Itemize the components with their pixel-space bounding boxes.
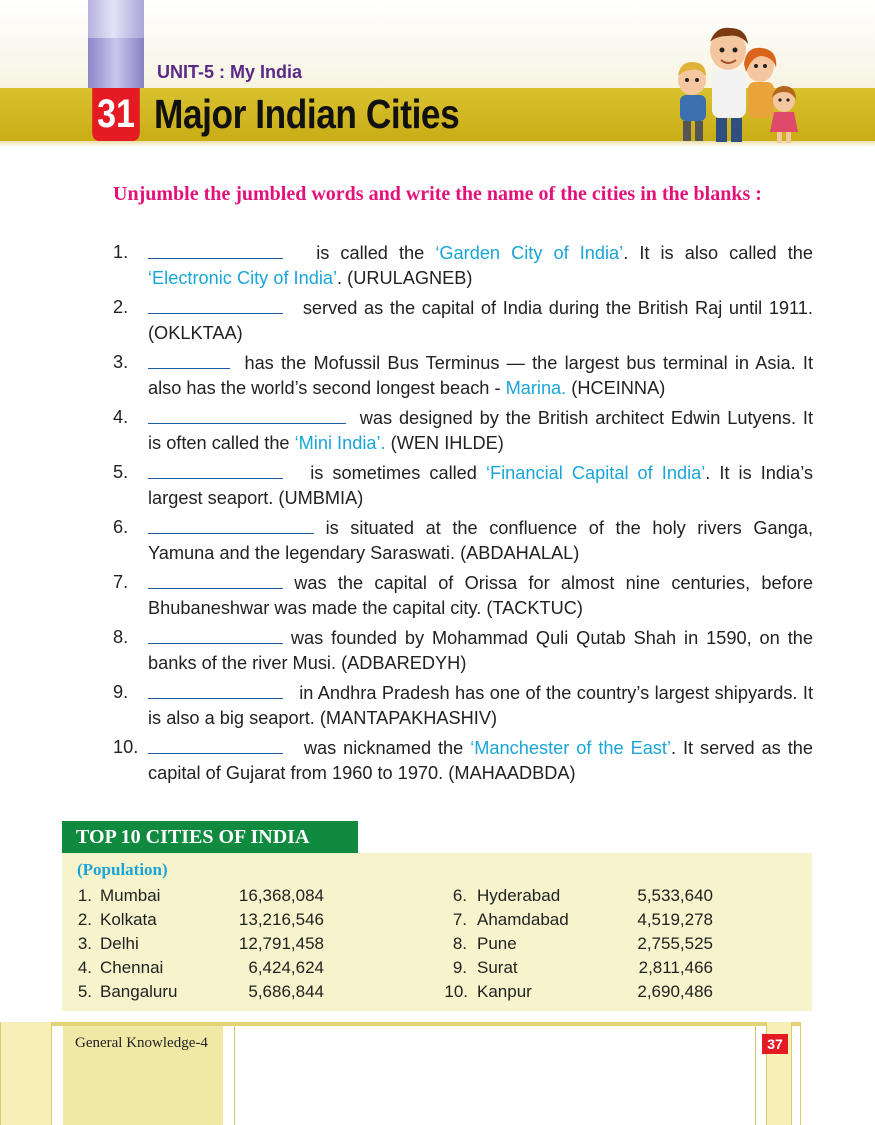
book-title: General Knowledge-4: [75, 1035, 208, 1051]
top-cities-subtitle: (Population): [77, 860, 168, 879]
city-row: 2. Kolkata 13,216,546: [77, 910, 324, 929]
answer-blank[interactable]: [148, 735, 283, 754]
answer-blank[interactable]: [148, 515, 314, 534]
city-row: 3. Delhi 12,791,458: [77, 934, 324, 953]
question-item: 1. is called the ‘Garden City of India’. It is also called the ‘Electronic City of India’. (URULAGNEB): [113, 242, 813, 288]
question-number: 10.: [113, 737, 139, 757]
question-item: 10. was nicknamed the ‘Manchester of the East’. It served as the capital of Gujarat from 1960 to 1970. (MAHAADBDA): [113, 737, 813, 783]
city-row: 9. Surat 2,811,466: [452, 958, 713, 977]
answer-blank[interactable]: [148, 240, 283, 259]
footer-divider: [234, 1026, 235, 1125]
question-number: 4.: [113, 407, 129, 427]
question-number: 5.: [113, 462, 129, 482]
page-title: Major Indian Cities: [154, 91, 460, 137]
question-item: 7. was the capital of Orissa for almost nine centuries, before Bhubaneshwar was made the capital city. (TACKTUC): [113, 572, 813, 618]
city-row: 10. Kanpur 2,690,486: [444, 982, 713, 1001]
answer-blank[interactable]: [148, 295, 283, 314]
city-row: 1. Mumbai 16,368,084: [77, 886, 324, 905]
top-cities-heading: TOP 10 CITIES OF INDIA: [62, 821, 358, 853]
answer-blank[interactable]: [148, 570, 283, 589]
question-number: 6.: [113, 517, 129, 537]
question-item: 5. is sometimes called ‘Financial Capital of India’. It is India’s largest seaport. (UMBMIA): [113, 462, 813, 508]
city-row: 4. Chennai 6,424,624: [77, 958, 324, 977]
question-number: 3.: [113, 352, 129, 372]
answer-blank[interactable]: [148, 625, 283, 644]
footer-divider: [755, 1026, 756, 1125]
question-number: 2.: [113, 297, 129, 317]
footer-left-margin: [0, 1022, 52, 1125]
question-number: 1.: [113, 242, 129, 262]
footer-right-margin: [800, 1022, 875, 1125]
unit-label: UNIT-5 : My India: [157, 62, 303, 82]
city-row: 8. Pune 2,755,525: [452, 934, 713, 953]
answer-blank[interactable]: [148, 405, 346, 424]
question-item: 3. has the Mofussil Bus Terminus — the largest bus terminal in Asia. It also has the world’s second longest beach - Marina. (HCEINNA): [113, 352, 813, 398]
question-number: 9.: [113, 682, 129, 702]
answer-blank[interactable]: [148, 460, 283, 479]
family-cartoon-icon: [656, 20, 806, 145]
city-row: 7. Ahamdabad 4,519,278: [452, 910, 713, 929]
question-list: [113, 240, 813, 790]
question-item: 8. was founded by Mohammad Quli Qutab Shah in 1590, on the banks of the river Musi. (ADBAREDYH): [113, 627, 813, 673]
city-row: 5. Bangaluru 5,686,844: [77, 982, 324, 1001]
question-item: 2. served as the capital of India during the British Raj until 1911. (OKLKTAA): [113, 297, 813, 343]
top-cities-box: [62, 853, 812, 1011]
question-number: 7.: [113, 572, 129, 592]
answer-blank[interactable]: [148, 350, 230, 369]
question-item: 4. was designed by the British architect Edwin Lutyens. It is often called the ‘Mini India’. (WEN IHLDE): [113, 407, 813, 453]
exercise-instruction: Unjumble the jumbled words and write the name of the cities in the blanks :: [113, 183, 762, 205]
question-item: 6. is situated at the confluence of the holy rivers Ganga, Yamuna and the legendary Saraswati. (ABDAHALAL): [113, 517, 814, 563]
lesson-number: 31: [92, 88, 140, 141]
question-item: 9. in Andhra Pradesh has one of the country’s largest shipyards. It is also a big seaport. (MANTAPAKHASHIV): [113, 682, 813, 728]
page-number: 37: [762, 1034, 788, 1054]
lesson-tab-shade: [88, 38, 144, 88]
answer-blank[interactable]: [148, 680, 283, 699]
city-row: 6. Hyderabad 5,533,640: [452, 886, 713, 905]
question-number: 8.: [113, 627, 129, 647]
